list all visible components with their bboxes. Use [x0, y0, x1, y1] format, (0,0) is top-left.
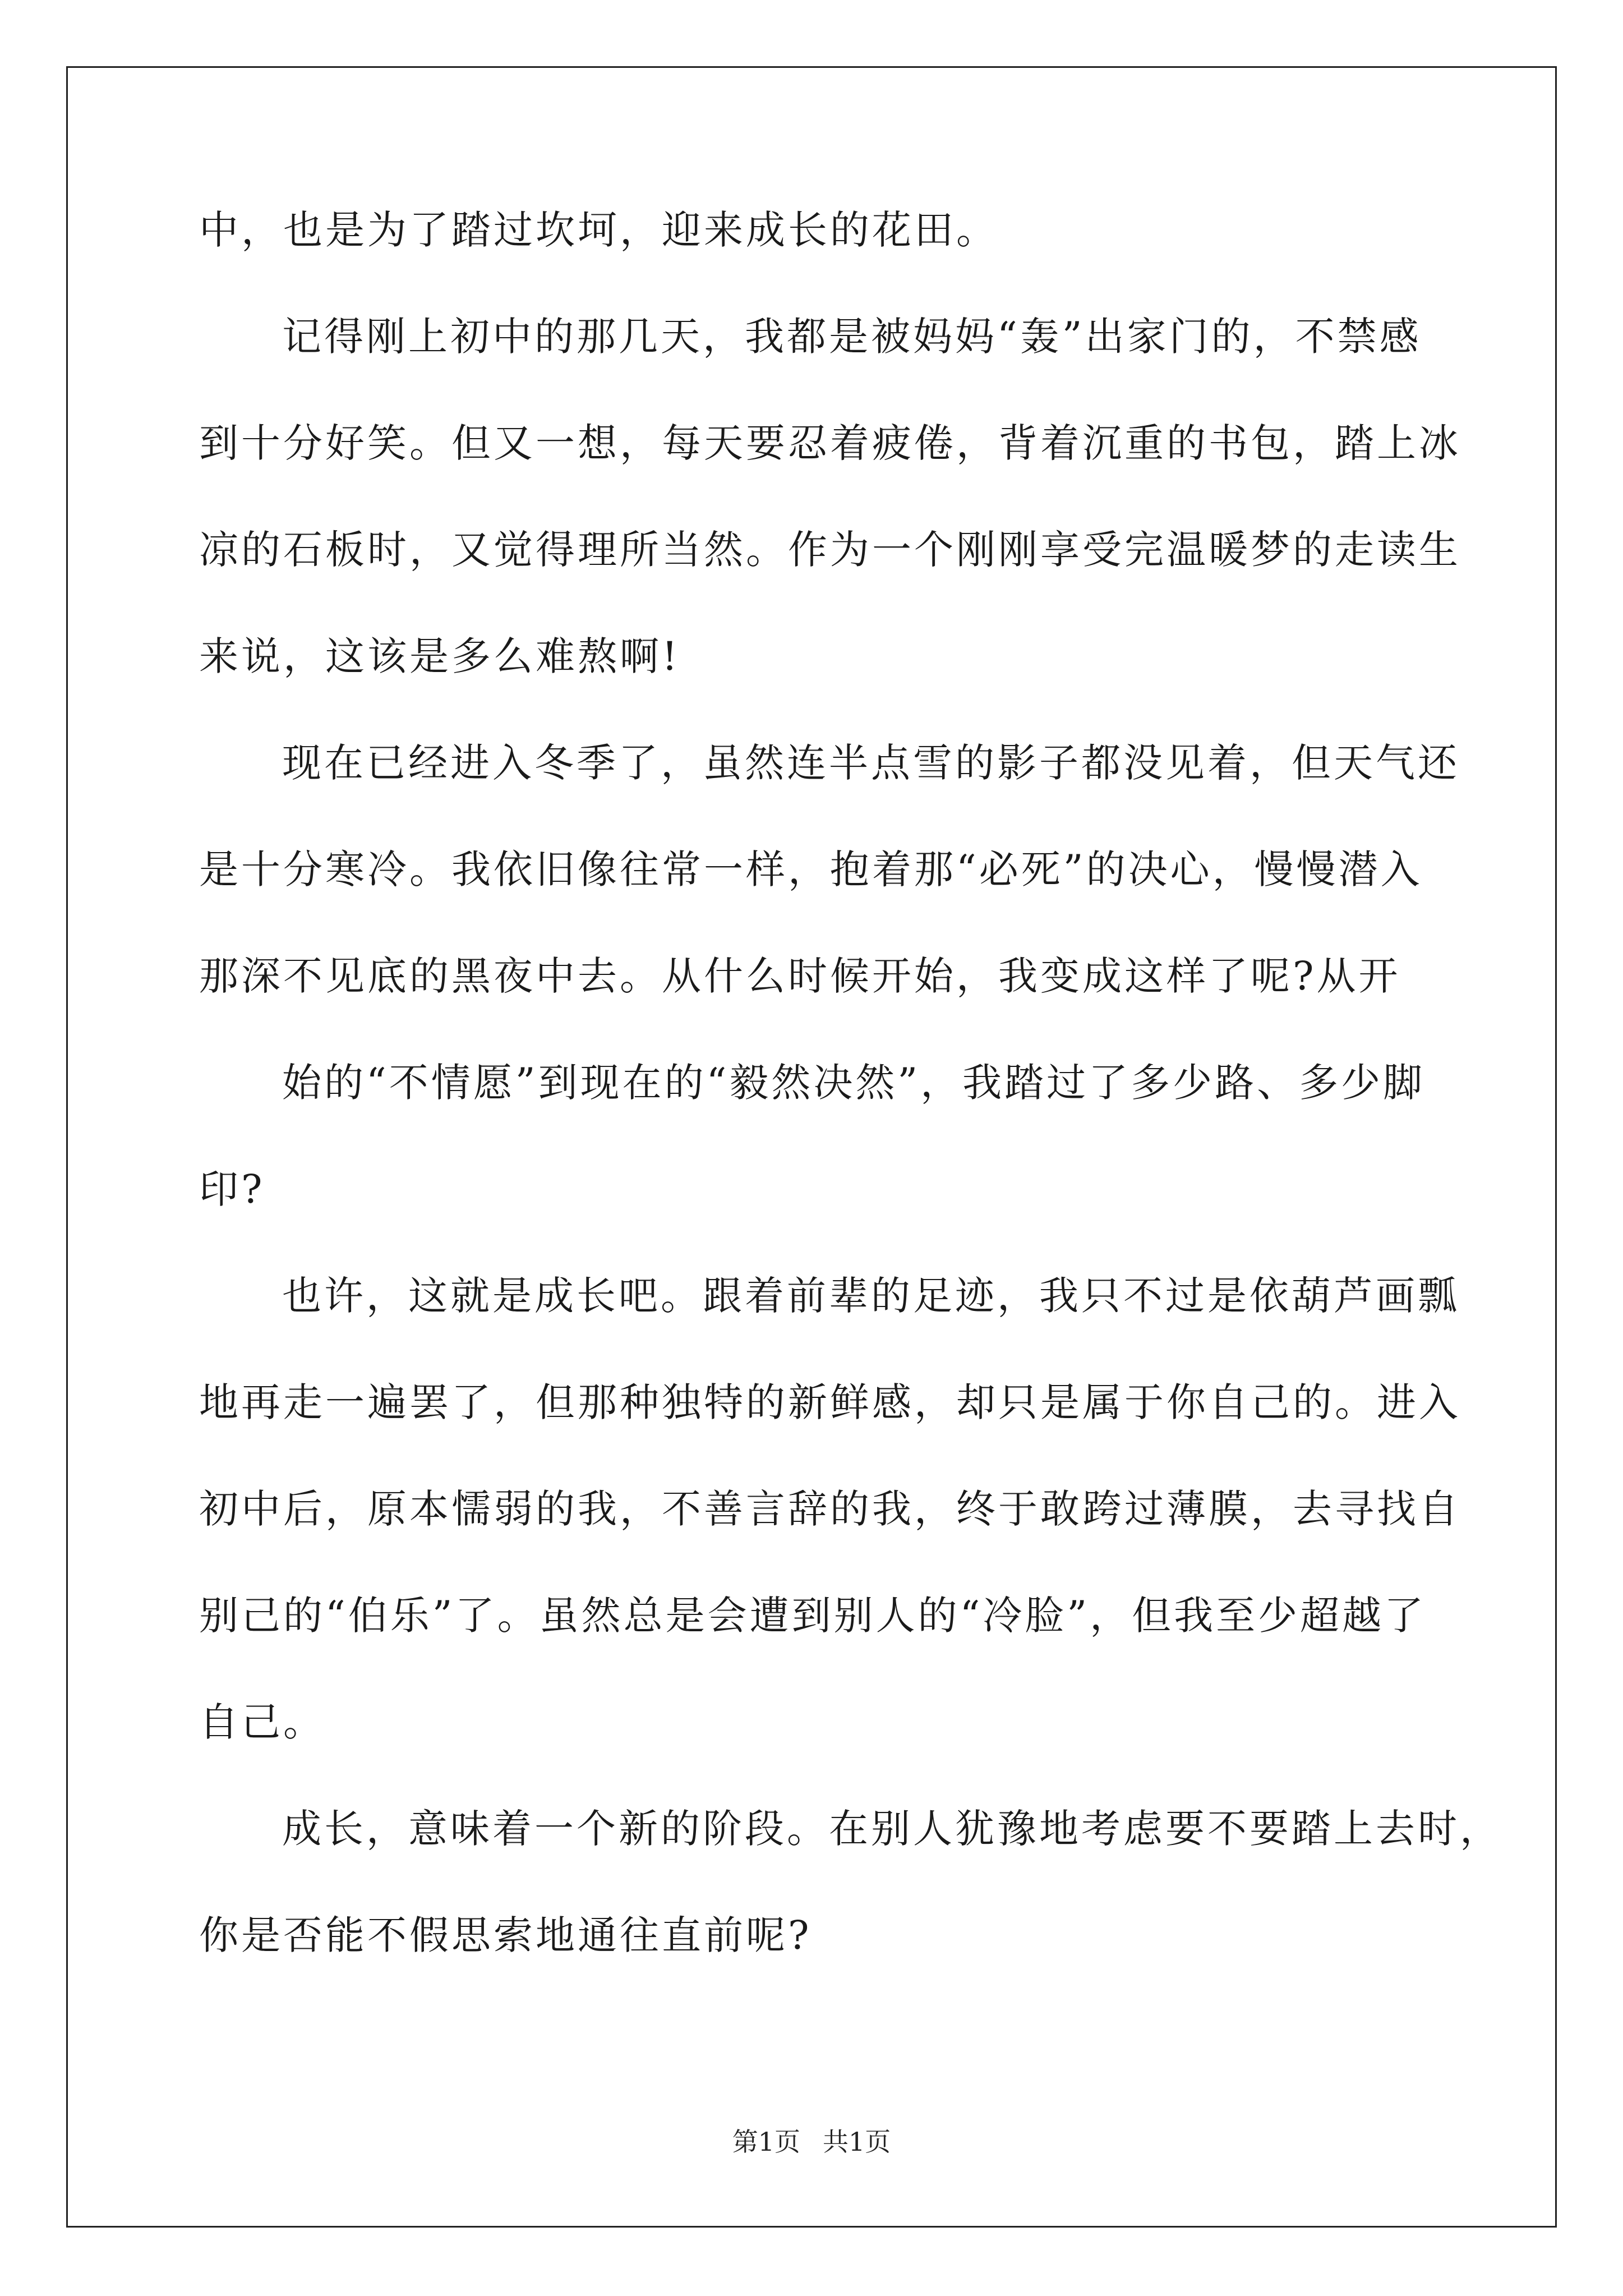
- text-line: 到十分好笑。但又一想，每天要忍着疲倦，背着沉重的书包，踏上冰: [199, 420, 1461, 466]
- text-line: 别己的“伯乐”了。虽然总是会遭到别人的“冷脸”，但我至少超越了: [199, 1593, 1427, 1639]
- page-number-current: 第1页: [732, 2127, 800, 2157]
- text-line: 那深不见底的黑夜中去。从什么时候开始，我变成这样了呢?从开: [199, 953, 1401, 999]
- paragraph-start-line: 记得刚上初中的那几天，我都是被妈妈“轰”出家门的，不禁感: [282, 314, 1422, 360]
- page-footer: [0, 2125, 1623, 2159]
- text-line: 来说，这该是多么难熬啊!: [199, 633, 681, 679]
- paragraph-start-line: 现在已经进入冬季了，虽然连半点雪的影子都没见着，但天气还: [282, 740, 1460, 786]
- page-border: [66, 66, 1557, 2228]
- text-line: 自己。: [199, 1699, 325, 1745]
- text-line: 是十分寒冷。我依旧像往常一样，抱着那“必死”的决心，慢慢潜入: [199, 846, 1423, 892]
- text-line: 初中后，原本懦弱的我，不善言辞的我，终于敢跨过薄膜，去寻找自: [199, 1486, 1461, 1532]
- text-line: 中，也是为了踏过坎坷，迎来成长的花田。: [199, 207, 998, 253]
- page-number-total: 共1页: [823, 2127, 891, 2157]
- text-line: 你是否能不假思索地通往直前呢?: [199, 1912, 812, 1958]
- text-line: 凉的石板时，又觉得理所当然。作为一个刚刚享受完温暖梦的走读生: [199, 527, 1461, 573]
- paragraph-start-line: 始的“不情愿”到现在的“毅然决然”，我踏过了多少路、多少脚: [282, 1060, 1426, 1106]
- text-line: 印?: [199, 1166, 265, 1212]
- paragraph-start-line: 也许，这就是成长吧。跟着前辈的足迹，我只不过是依葫芦画瓢: [282, 1273, 1460, 1319]
- paragraph-start-line: 成长，意味着一个新的阶段。在别人犹豫地考虑要不要踏上去时，: [282, 1806, 1502, 1852]
- text-line: 地再走一遍罢了，但那种独特的新鲜感，却只是属于你自己的。进入: [199, 1379, 1461, 1425]
